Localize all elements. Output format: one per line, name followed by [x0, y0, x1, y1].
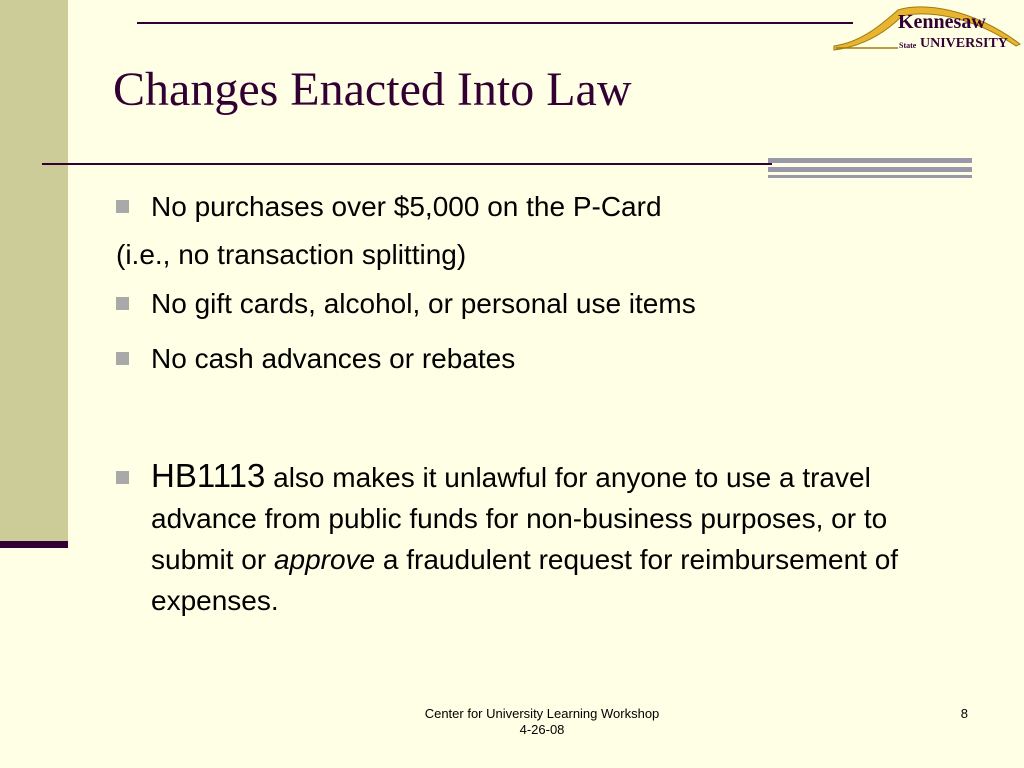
logo-state-text: State	[899, 41, 917, 50]
emphasis-word: approve	[273, 544, 376, 575]
bullet-item	[116, 287, 696, 321]
title-divider	[42, 163, 772, 165]
bullet-text: No gift cards, alcohol, or personal use items	[151, 288, 696, 319]
bill-number: HB1113	[151, 457, 266, 494]
footer	[392, 706, 692, 738]
bullet-item	[116, 190, 662, 224]
bullet-text: No cash advances or rebates	[151, 343, 516, 374]
left-accent-bar-underline	[0, 541, 68, 548]
square-bullet-icon	[116, 200, 129, 213]
square-bullet-icon	[116, 471, 129, 484]
bullet-text-part1: also makes it unlawful for anyone to use a travel advance from public funds for non-business purposes, or to submit or	[151, 462, 888, 575]
footer-line-1: Center for University Learning Workshop	[424, 706, 660, 721]
bullet-item-hb1113	[116, 455, 946, 621]
page-number: 8	[960, 706, 968, 721]
logo-kennesaw-text: Kennesaw	[898, 11, 986, 33]
bullet-text: No purchases over $5,000 on the P-Card	[151, 191, 662, 222]
square-bullet-icon	[116, 352, 129, 365]
square-bullet-icon	[116, 297, 129, 310]
bullet-paragraph	[151, 455, 946, 621]
top-divider	[137, 22, 853, 24]
university-logo	[832, 4, 1022, 64]
bullet-text-part2: a fraudulent request for reimbursement of expenses.	[151, 544, 899, 616]
decorative-stripes	[768, 158, 972, 178]
footer-line-2: 4-26-08	[519, 722, 565, 737]
left-accent-bar	[0, 0, 68, 545]
logo-university-text: UNIVERSITY	[920, 36, 1008, 51]
bullet-item	[116, 342, 515, 376]
slide-title: Changes Enacted Into Law	[113, 63, 632, 116]
sub-line: (i.e., no transaction splitting)	[116, 239, 467, 270]
